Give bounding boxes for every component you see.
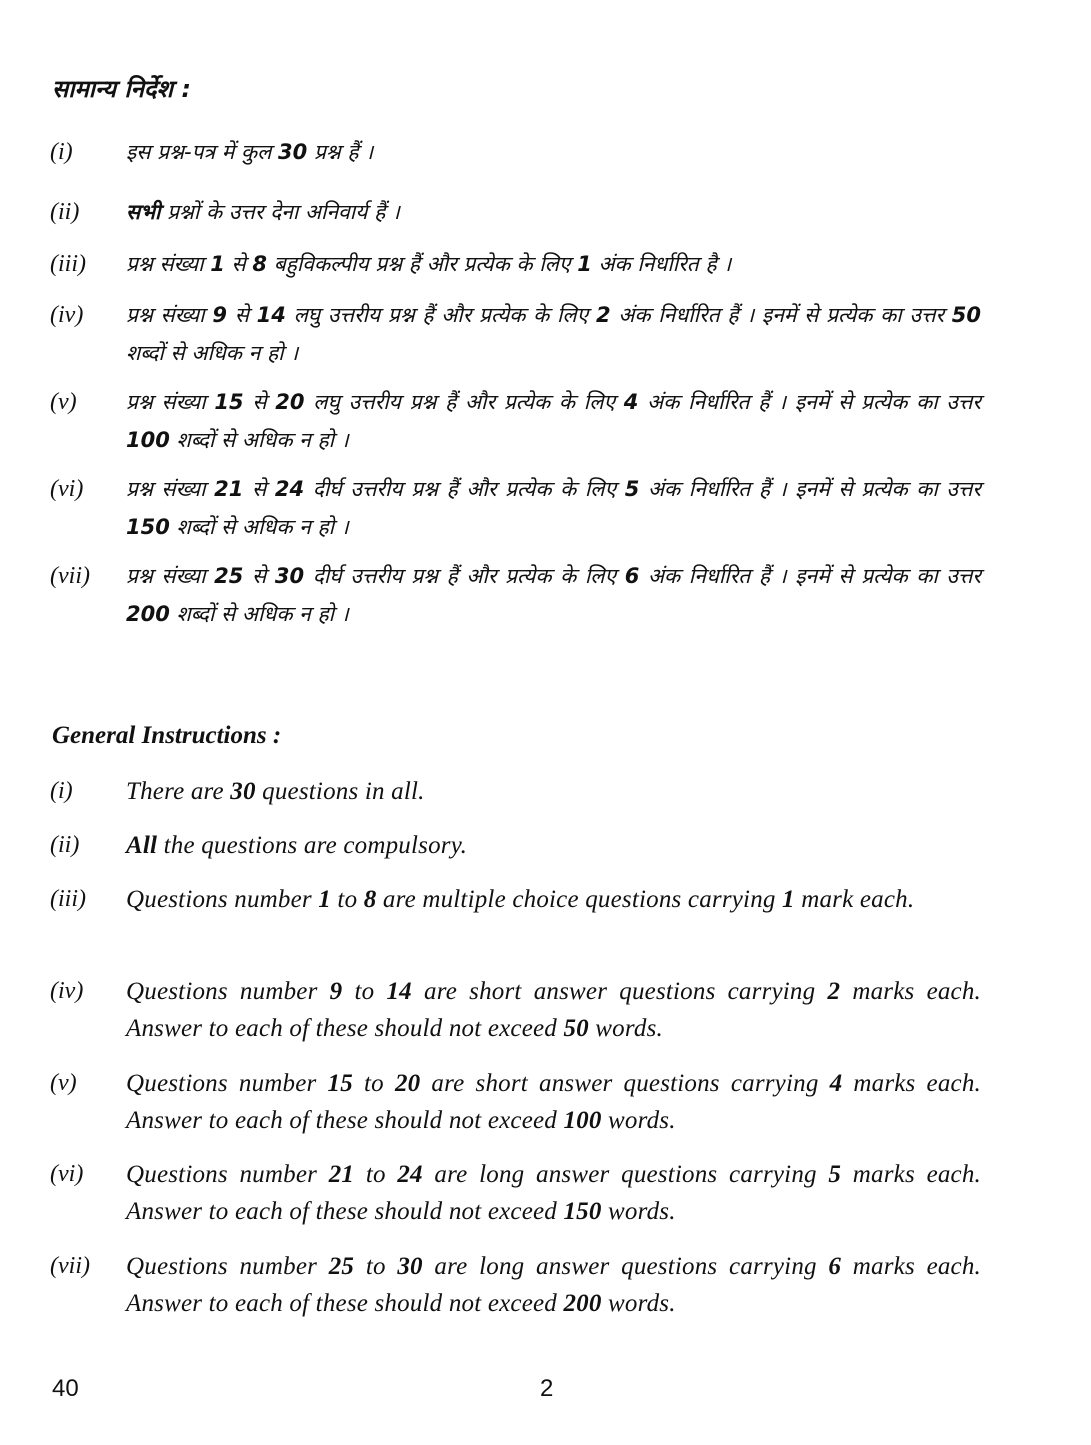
instruction-text-segment: marks each. Answer to each of these should not exceed [126, 1161, 982, 1225]
instruction-number: (iii) [50, 886, 86, 912]
instruction-text [126, 1065, 981, 1139]
instruction-text-segment: प्रश्न संख्या [126, 390, 215, 414]
instruction-text [126, 1156, 981, 1230]
emphasized-value: 2 [827, 978, 841, 1005]
emphasized-value: 200 [563, 1290, 602, 1317]
emphasized-value: 6 [624, 564, 640, 588]
emphasized-value: 6 [828, 1253, 842, 1280]
instruction-text-segment: दीर्घ उत्तरीय प्रश्न हैं और प्रत्येक के लिए [304, 477, 625, 501]
instruction-text-segment: प्रश्नों के उत्तर देना अनिवार्य हैं । [160, 200, 400, 224]
instruction-text-segment: marks each. Answer to each of these should not exceed [126, 1070, 982, 1134]
instruction-text-segment: Questions number [126, 978, 330, 1005]
emphasized-value: 150 [563, 1198, 602, 1225]
instruction-text-segment: are long answer questions carrying [422, 1253, 829, 1280]
emphasized-value: 1 [210, 252, 225, 276]
instruction-text-segment: इस प्रश्न-पत्र में कुल [126, 140, 279, 164]
instruction-number: (iv) [50, 978, 84, 1004]
instruction-text-segment: अंक निर्धारित हैं । इनमें से प्रत्येक का उत्तर [638, 390, 982, 414]
instruction-text-segment: words. [601, 1107, 676, 1134]
instruction-number: (i) [50, 778, 73, 804]
emphasized-value: 200 [126, 602, 170, 626]
instruction-text-segment: are short answer questions carrying [420, 1070, 830, 1097]
instruction-text-segment: लघु उत्तरीय प्रश्न हैं और प्रत्येक के लिए [285, 303, 596, 327]
emphasized-value: 9 [329, 978, 343, 1005]
emphasized-value: 1 [577, 252, 592, 276]
emphasized-value: 150 [126, 515, 170, 539]
instruction-text-segment: से [243, 390, 276, 414]
emphasized-value: 4 [623, 390, 639, 414]
instruction-text-segment: शब्दों से अधिक न हो । [169, 602, 349, 626]
emphasized-value: 15 [214, 390, 244, 414]
english-instructions-heading: General Instructions : [52, 722, 282, 749]
instruction-number: (vii) [50, 563, 90, 589]
emphasized-value: 20 [394, 1070, 421, 1097]
instruction-text-segment: शब्दों से अधिक न हो । [169, 428, 349, 452]
instruction-text-segment: प्रश्न संख्या [126, 303, 213, 327]
instruction-text [126, 881, 981, 918]
instruction-text-segment: बहुविकल्पीय प्रश्न हैं और प्रत्येक के लिए [267, 252, 578, 276]
instruction-text [126, 827, 981, 864]
instruction-text-segment: the questions are compulsory. [157, 832, 468, 859]
emphasized-value: 30 [397, 1253, 423, 1280]
instruction-text-segment: अंक निर्धारित हैं । इनमें से प्रत्येक का उत्तर [610, 303, 952, 327]
instruction-text-segment: mark each. [794, 886, 915, 913]
instruction-number: (v) [50, 389, 77, 415]
instruction-text-segment: प्रश्न संख्या [126, 252, 211, 276]
instruction-text-segment: words. [588, 1015, 663, 1042]
instruction-text-segment: are multiple choice questions carrying [376, 886, 783, 913]
instruction-text-segment: प्रश्न संख्या [126, 477, 215, 501]
instruction-text-segment: to [342, 978, 387, 1005]
instruction-text [126, 133, 981, 171]
instruction-text-segment: to [354, 1161, 398, 1188]
emphasized-value: 25 [214, 564, 244, 588]
instruction-text-segment: There are [126, 778, 231, 805]
instruction-text-segment: दीर्घ उत्तरीय प्रश्न हैं और प्रत्येक के लिए [304, 564, 625, 588]
instruction-text-segment: are short answer questions carrying [411, 978, 828, 1005]
instruction-text [126, 557, 981, 633]
instruction-text-segment: to [354, 1253, 398, 1280]
emphasized-value: 20 [275, 390, 305, 414]
instruction-text-segment: शब्दों से अधिक न हो । [169, 515, 349, 539]
instruction-number: (ii) [50, 199, 80, 225]
instruction-text-segment: अंक निर्धारित है । [591, 252, 732, 276]
instruction-text-segment: लघु उत्तरीय प्रश्न हैं और प्रत्येक के लिए [304, 390, 624, 414]
emphasized-value: 100 [126, 428, 170, 452]
emphasized-value: 50 [563, 1015, 589, 1042]
instruction-text [126, 383, 981, 459]
emphasized-value: 30 [230, 778, 256, 805]
hindi-instructions-heading: सामान्य निर्देश : [52, 75, 191, 103]
instruction-text-segment: अंक निर्धारित हैं । इनमें से प्रत्येक का उत्तर [639, 477, 981, 501]
instruction-number: (iii) [50, 251, 86, 277]
page-number: 2 [540, 1375, 554, 1402]
instruction-text [126, 773, 981, 810]
emphasized-value: 50 [951, 303, 982, 327]
instruction-text-segment: questions in all. [255, 778, 425, 805]
instruction-text-segment: से [226, 303, 257, 327]
instruction-text-segment: से [243, 477, 275, 501]
instruction-text [126, 470, 981, 546]
instruction-text-segment: Questions number [126, 1161, 329, 1188]
emphasized-value: 5 [828, 1161, 842, 1188]
instruction-number: (i) [50, 139, 73, 165]
emphasized-value: 24 [397, 1161, 423, 1188]
instruction-text-segment: शब्दों से अधिक न हो । [126, 341, 299, 365]
instruction-text-segment: words. [601, 1198, 676, 1225]
emphasized-value: 14 [386, 978, 412, 1005]
emphasized-value: 100 [563, 1107, 602, 1134]
emphasized-value: 30 [274, 564, 305, 588]
instruction-text-segment: words. [601, 1290, 676, 1317]
instruction-text-segment: marks each. Answer to each of these should not exceed [126, 978, 982, 1042]
instruction-text [126, 1248, 981, 1322]
instruction-number: (vi) [50, 476, 84, 502]
emphasized-value: 1 [318, 886, 331, 913]
instruction-text-segment: अंक निर्धारित हैं । इनमें से प्रत्येक का उत्तर [639, 564, 981, 588]
emphasized-value: 25 [328, 1253, 355, 1280]
instruction-text-segment: Questions number [126, 1070, 328, 1097]
instruction-text-segment: से [224, 252, 253, 276]
instruction-text-segment: Questions number [126, 886, 319, 913]
instruction-text-segment: प्रश्न संख्या [126, 564, 215, 588]
emphasized-value: 1 [782, 886, 795, 913]
emphasized-value: 2 [595, 303, 611, 327]
instruction-text-segment: Questions number [126, 1253, 329, 1280]
emphasized-value: 24 [274, 477, 305, 501]
emphasized-value: All [126, 832, 158, 859]
instruction-number: (vii) [50, 1253, 90, 1279]
instruction-number: (v) [50, 1070, 77, 1096]
emphasized-value: 4 [829, 1070, 843, 1097]
emphasized-value: 9 [212, 303, 227, 327]
instruction-text [126, 296, 981, 372]
instruction-text-segment: are long answer questions carrying [422, 1161, 829, 1188]
instruction-text [126, 193, 981, 231]
instruction-text [126, 973, 981, 1047]
question-paper-code: 40 [52, 1375, 79, 1402]
emphasized-value: 21 [214, 477, 244, 501]
instruction-text-segment: to [352, 1070, 395, 1097]
emphasized-value: 15 [327, 1070, 353, 1097]
emphasized-value: 8 [252, 252, 268, 276]
instruction-text-segment: से [243, 564, 275, 588]
instruction-number: (ii) [50, 832, 80, 858]
emphasized-value: 30 [278, 140, 308, 164]
instruction-text [126, 245, 981, 283]
emphasized-value: 21 [328, 1161, 355, 1188]
instruction-number: (iv) [50, 302, 84, 328]
instruction-text-segment: प्रश्न हैं । [307, 140, 374, 164]
instruction-text-segment: to [330, 886, 364, 913]
emphasized-value: 5 [624, 477, 640, 501]
emphasized-value: 8 [363, 886, 377, 913]
emphasized-value: सभी [126, 200, 161, 224]
instruction-text-segment: marks each. Answer to each of these should not exceed [126, 1253, 982, 1317]
emphasized-value: 14 [256, 303, 286, 327]
instruction-number: (vi) [50, 1161, 84, 1187]
